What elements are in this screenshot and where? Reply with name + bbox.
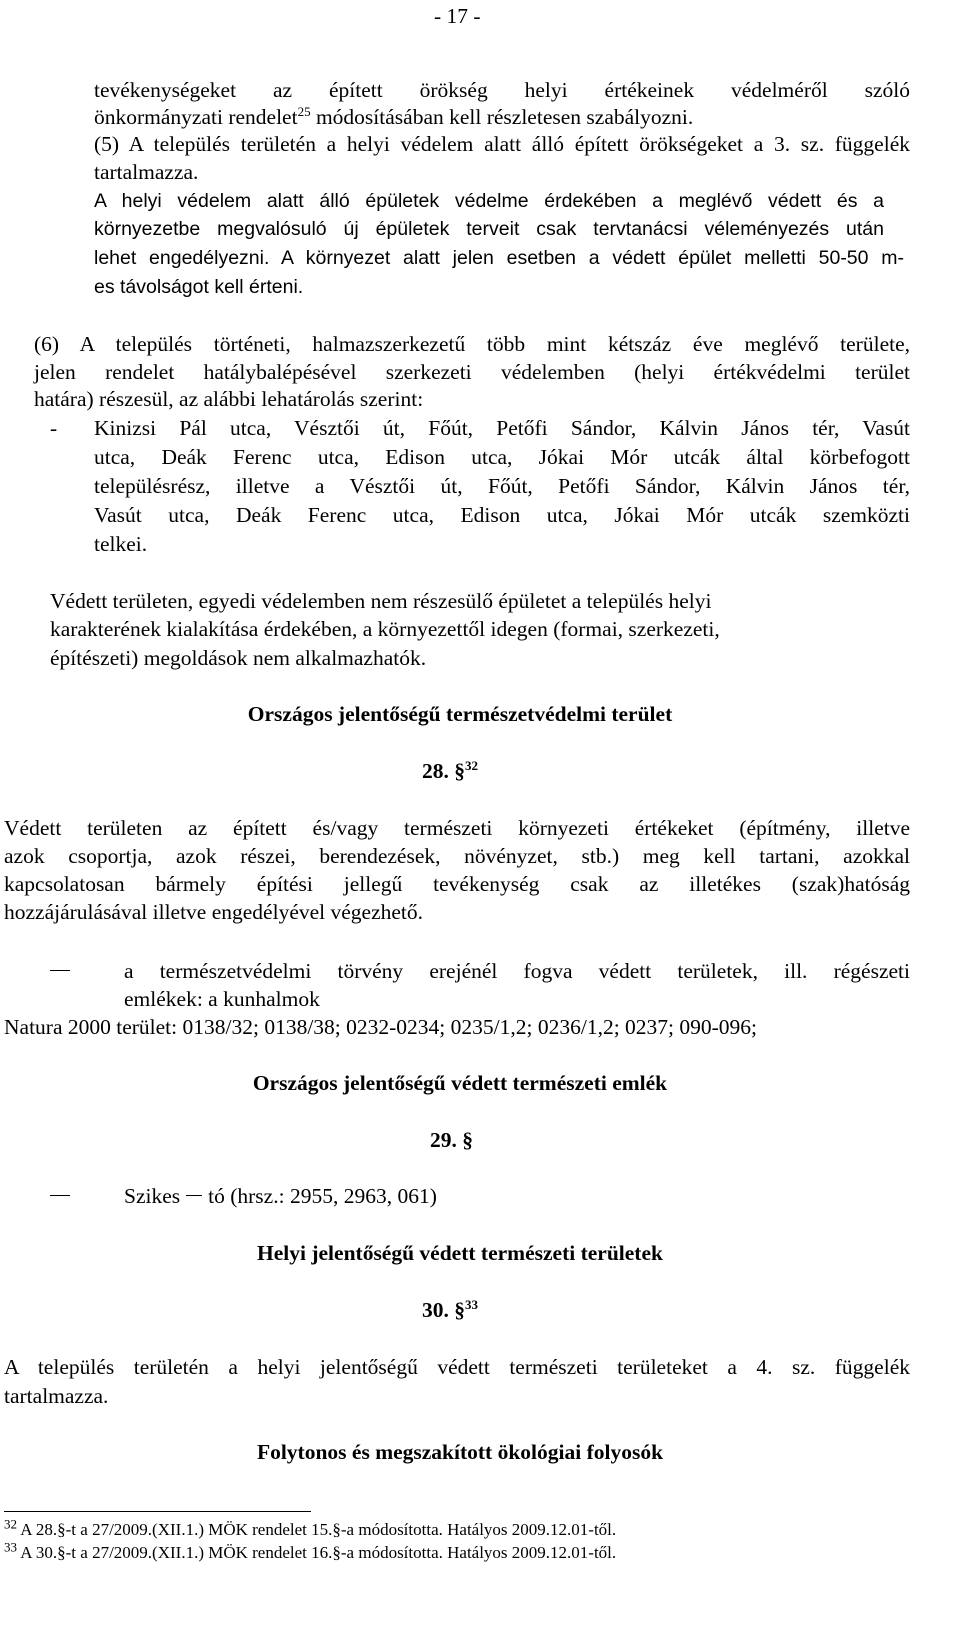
paragraph-line: es távolságot kell érteni. — [94, 276, 304, 298]
paragraph-line: Natura 2000 terület: 0138/32; 0138/38; 0232-0234; 0235/1,2; 0236/1,2; 0237; 090-096; — [4, 1015, 758, 1039]
paragraph-line: karakterének kialakítása érdekében, a környezettől idegen (formai, szerkezeti, — [50, 617, 720, 641]
list-item-line — [124, 1183, 437, 1209]
footnote-ref: 25 — [297, 103, 311, 119]
section-heading: Országos jelentőségű természetvédelmi terület — [247, 702, 673, 726]
footnote-ref: 32 — [465, 757, 478, 773]
paragraph-line: tartalmazza. — [4, 1384, 109, 1408]
page-number: - 17 - — [434, 4, 481, 28]
em-dash — [50, 970, 70, 971]
section-heading: Helyi jelentőségű védett természeti területek — [257, 1241, 663, 1265]
paragraph-line: (6) A település történeti, halmazszerkezetű több mint kétszáz éve meglévő területe, — [34, 332, 910, 356]
paragraph-line: kapcsolatosan bármely építési jellegű tevékenység csak az illetékes (szak)hatóság — [4, 872, 910, 896]
list-item-line: Kinizsi Pál utca, Vésztői út, Főút, Petőfi Sándor, Kálvin János tér, Vasút — [94, 416, 910, 440]
paragraph-line: Védett területen, egyedi védelemben nem részesülő épületet a település helyi — [50, 589, 712, 613]
footnote-number: 32 — [4, 1516, 17, 1532]
list-item-line: a természetvédelmi törvény erejénél fogva védett területek, ill. régészeti — [124, 959, 910, 983]
paragraph-line: azok csoportja, azok részei, berendezések, növényzet, stb.) meg kell tartani, azokkal — [4, 844, 910, 868]
text-span: módosításában kell részletesen szabályozni. — [310, 105, 694, 129]
footnote-separator — [4, 1511, 311, 1512]
paragraph-line: határa) részesül, az alábbi lehatárolás szerint: — [34, 387, 424, 411]
text-span: 30. § — [422, 1298, 465, 1322]
list-item-line: emlékek: a kunhalmok — [124, 987, 320, 1011]
list-item-line: Vasút utca, Deák Ferenc utca, Edison utca, Jókai Mór utcák szemközti — [94, 503, 910, 527]
text-span: Szikes — [124, 1184, 181, 1208]
text-span: önkormányzati rendelet — [94, 105, 298, 129]
section-number: 29. § — [430, 1128, 473, 1152]
paragraph-line: A település területén a helyi jelentőségű védett természeti területeket a 4. sz. függelék — [4, 1355, 910, 1379]
paragraph-line: tartalmazza. — [94, 160, 199, 184]
list-item-line: utca, Deák Ferenc utca, Edison utca, Jókai Mór utcák által körbefogott — [94, 445, 910, 469]
section-number — [422, 1297, 478, 1323]
paragraph-line: hozzájárulásával illetve engedélyével végezhető. — [4, 900, 424, 924]
list-item-line: telkei. — [94, 532, 148, 556]
paragraph-line: Védett területen az épített és/vagy természeti környezeti értékeket (építmény, illetve — [4, 816, 910, 840]
paragraph-line: környezetbe megvalósuló új épületek terveit csak tervtanácsi véleményezés után — [94, 218, 884, 240]
footnote — [4, 1516, 617, 1541]
paragraph-line: A helyi védelem alatt álló épületek védelme érdekében a meglévő védett és a — [94, 190, 884, 212]
footnote — [4, 1539, 617, 1564]
text-span: A 28.§-t a 27/2009.(XII.1.) MÖK rendelet 15.§-a módosította. Hatályos 2009.12.01-től. — [17, 1520, 617, 1539]
paragraph-line: lehet engedélyezni. A környezet alatt jelen esetben a védett épület melletti 50-50 m- — [94, 247, 904, 269]
list-item-line: településrész, illetve a Vésztői út, Főút, Petőfi Sándor, Kálvin János tér, — [94, 474, 910, 498]
section-number — [422, 758, 478, 784]
footnote-ref: 33 — [465, 1296, 478, 1312]
paragraph-line: építészeti) megoldások nem alkalmazhatók. — [50, 646, 427, 670]
em-dash — [50, 1195, 70, 1196]
section-heading: Országos jelentőségű védett természeti emlék — [252, 1071, 668, 1095]
paragraph-line: jelen rendelet hatálybalépésével szerkezeti védelemben (helyi értékvédelmi terület — [34, 360, 910, 384]
en-dash — [186, 1195, 202, 1196]
list-dash: - — [50, 416, 58, 440]
paragraph-line: tevékenységeket az épített örökség helyi értékeinek védelméről szóló — [94, 78, 910, 102]
text-span: tó (hrsz.: 2955, 2963, 061) — [208, 1184, 437, 1208]
footnote-number: 33 — [4, 1539, 17, 1555]
text-span: 28. § — [422, 759, 465, 783]
text-span: A 30.§-t a 27/2009.(XII.1.) MÖK rendelet 16.§-a módosította. Hatályos 2009.12.01-től. — [17, 1543, 617, 1562]
paragraph-line — [94, 104, 693, 130]
paragraph-line: (5) A település területén a helyi védelem alatt álló épített örökségeket a 3. sz. függelék — [94, 132, 910, 156]
section-heading: Folytonos és megszakított ökológiai folyosók — [256, 1440, 664, 1464]
